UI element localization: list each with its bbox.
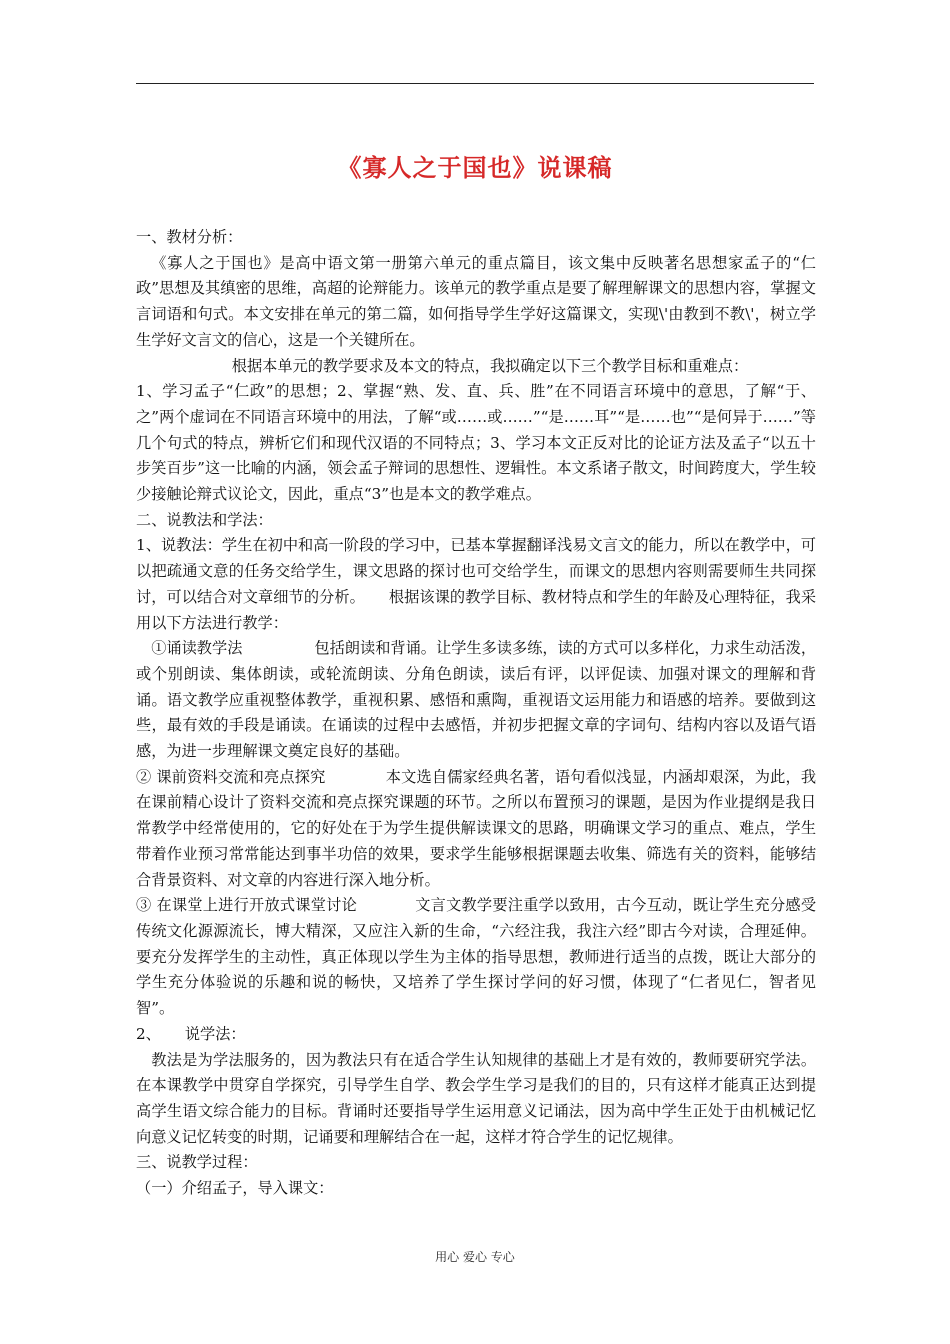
- section-heading: 二、说教法和学法：: [136, 510, 273, 529]
- method-text: 包括朗读和背诵。让学生多读多练，读的方式可以多样化，力求生动活泼，或个别朗读、集体朗读，或轮流朗读、分角色朗读，读后有评，以评促读、加强对课文的理解和背诵。语文教学应重视整体教学，重视积累、感悟和熏陶，重视语文运用能力和语感的培养。要做到这些，最有效的手段是诵读。在诵读的过程中去感悟，并初步把握文章的字词句、结构内容以及语气语感，为进一步理解课文奠定良好的基础。: [136, 639, 817, 761]
- method-item: [136, 893, 816, 1022]
- subsection-heading: [136, 1022, 816, 1048]
- subsection-heading: （一）介绍孟子，导入课文：: [136, 1179, 334, 1198]
- paragraph: 教法是为学法服务的，因为教法只有在适合学生认知规律的基础上才是有效的，教师要研究学法。在本课教学中贯穿自学探究，引导学生自学、教会学生学习是我们的目的，只有这样才能真正达到提高学生语文综合能力的目标。背诵时还要指导学生运用意义记诵法，因为高中学生正处于由机械记忆向意义记忆转变的时期，记诵要和理解结合在一起，这样才符合学生的记忆规律。: [136, 1050, 816, 1146]
- method-label: ①诵读教学法: [151, 639, 243, 658]
- paragraph-text: 根据该课的教学目标、教材特点和学生的年龄及心理特征，我采用以下方法进行教学：: [136, 587, 817, 632]
- paragraph: 1、学习孟子“仁政”的思想；2、掌握“熟、发、直、兵、胜”在不同语言环境中的意思，了解“于、之”两个虚词在不同语言环境中的用法，了解“或……或……”“是……耳”“是……也”“是何异于……”等几个句式的特点，辨析它们和现代汉语的不同特点；3、学习本文正反对比的论证方法及孟子“以五十步笑百步”这一比喻的内涵，领会孟子辩词的思想性、逻辑性。本文系诸子散文，时间跨度大，学生较少接触论辩式议论文，因此，重点“3”也是本文的教学难点。: [136, 382, 816, 504]
- section-heading: 三、说教学过程：: [136, 1153, 258, 1172]
- header-rule: [136, 83, 814, 84]
- page-footer: 用心 爱心 专心: [435, 1250, 515, 1264]
- subsection-title: 说学法：: [184, 1024, 246, 1043]
- method-item: [136, 636, 816, 765]
- method-label: ② 课前资料交流和亮点探究: [136, 767, 326, 786]
- subsection-number: 2、: [136, 1024, 161, 1043]
- method-label: ③ 在课堂上进行开放式课堂讨论: [136, 896, 357, 915]
- paragraph: 根据本单元的教学要求及本文的特点，我拟确定以下三个教学目标和重难点：: [231, 356, 749, 375]
- paragraph-text: 1、说教法：学生在初中和高一阶段的学习中，已基本掌握翻译浅易文言文的能力，所以在教学中，可以把疏通文意的任务交给学生，课文思路的探讨也可交给学生，而课文的思想内容则需要师生共同探讨，可以结合对文章细节的分析。: [136, 536, 816, 606]
- paragraph: [136, 533, 816, 636]
- method-item: [136, 765, 816, 894]
- page-title: 《寡人之于国也》说课稿: [337, 154, 613, 182]
- section-heading: 一、教材分析：: [136, 228, 243, 246]
- document-body: [136, 225, 816, 1202]
- method-text: 本文选自儒家经典名著，语句看似浅显，内涵却艰深，为此，我在课前精心设计了资料交流和亮点探究课题的环节。之所以布置预习的课题，是因为作业提纲是我日常教学中经常使用的，它的好处在于为学生提供解读课文的思路，明确课文学习的重点、难点，学生带着作业预习常常能达到事半功倍的效果，要求学生能够根据课题去收集、筛选有关的资料，能够结合背景资料、对文章的内容进行深入地分析。: [136, 767, 817, 889]
- method-text: 文言文教学要注重学以致用，古今互动，既让学生充分感受传统文化源源流长，博大精深，又应注入新的生命，“六经注我，我注六经”即古今对读，合理延伸。要充分发挥学生的主动性，真正体现以学生为主体的指导思想，教师进行适当的点拨，既让大部分的学生充分体验说的乐趣和说的畅快，又培养了学生探讨学问的好习惯，体现了“仁者见仁，智者见智”。: [136, 896, 817, 1018]
- paragraph: 《寡人之于国也》是高中语文第一册第六单元的重点篇目，该文集中反映著名思想家孟子的“仁政”思想及其缜密的思维，高超的论辩能力。该单元的教学重点是要了解理解课文的思想内容，掌握文言词语和句式。本文安排在单元的第二篇，如何指导学生学好这篇课文，实现\'由教到不教\'，树立学生学好文言文的信心，这是一个关键所在。: [136, 253, 816, 349]
